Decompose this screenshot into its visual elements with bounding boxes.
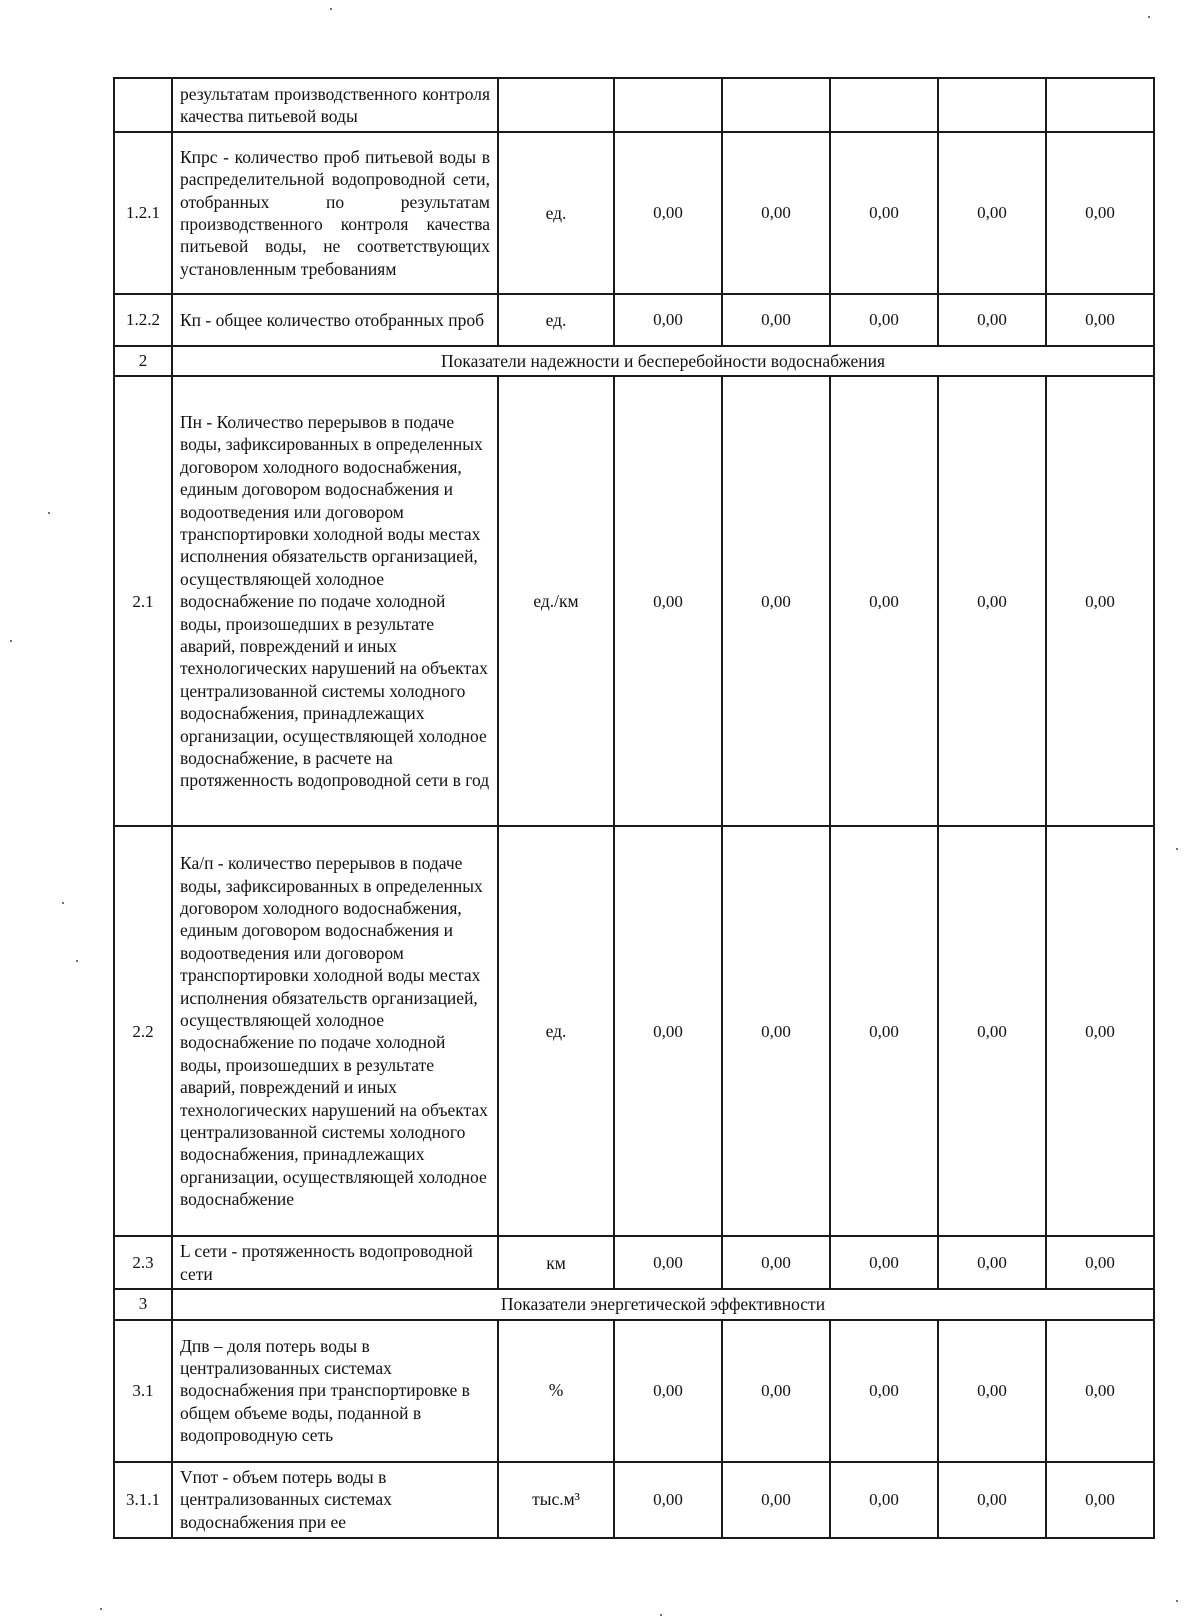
row-value: 0,00	[938, 132, 1046, 294]
table-row	[114, 294, 1154, 346]
scan-speck	[1176, 848, 1178, 850]
row-value: 0,00	[830, 376, 938, 826]
row-value: 0,00	[722, 826, 830, 1236]
scan-speck	[76, 960, 78, 962]
scan-speck	[330, 8, 332, 10]
row-number: 2.1	[114, 376, 172, 826]
row-description: Ка/п - количество перерывов в подаче воды, зафиксированных в определенных договором холодного водоснабжения, единым договором водоснабжения и водоотведения или договором транспортировки холодной воды местах исполнения обязательств организацией, осуществляющей холодное водоснабжение по подаче холодной воды, произошедших в результате аварий, повреждений и иных технологических нарушений на объектах централизованной системы холодного водоснабжения, принадлежащих организации, осуществляющей холодное водоснабжение	[172, 826, 498, 1236]
row-description: Пн - Количество перерывов в подаче воды, зафиксированных в определенных договором холодного водоснабжения, единым договором водоснабжения и водоотведения или договором транспортировки холодной воды местах исполнения обязательств организацией, осуществляющей холодное водоснабжение по подаче холодной воды, произошедших в результате аварий, повреждений и иных технологических нарушений на объектах централизованной системы холодного водоснабжения, принадлежащих организации, осуществляющей холодное водоснабжение, в расчете на протяженность водопроводной сети в год	[172, 376, 498, 826]
row-number: 3.1.1	[114, 1462, 172, 1538]
row-value: 0,00	[830, 1462, 938, 1538]
indicators-table	[113, 77, 1155, 1539]
section-number: 3	[114, 1289, 172, 1319]
row-value: 0,00	[614, 1320, 722, 1462]
row-description: Дпв – доля потерь воды в централизованных системах водоснабжения при транспортировке в общем объеме воды, поданной в водопроводную сеть	[172, 1320, 498, 1462]
table-row	[114, 1462, 1154, 1538]
row-value: 0,00	[722, 376, 830, 826]
row-value: 0,00	[830, 132, 938, 294]
scan-speck	[1176, 1600, 1178, 1602]
section-title: Показатели энергетической эффективности	[172, 1289, 1154, 1319]
row-value: 0,00	[1046, 132, 1154, 294]
row-value: 0,00	[830, 1320, 938, 1462]
row-value: 0,00	[614, 1462, 722, 1538]
row-value: 0,00	[938, 826, 1046, 1236]
scan-speck	[48, 512, 50, 514]
row-value	[1046, 78, 1154, 132]
row-value: 0,00	[938, 1462, 1046, 1538]
row-unit: ед.	[498, 826, 614, 1236]
section-row	[114, 1289, 1154, 1319]
table-row	[114, 826, 1154, 1236]
row-unit: %	[498, 1320, 614, 1462]
row-description: результатам производственного контроля качества питьевой воды	[172, 78, 498, 132]
row-unit: ед.	[498, 132, 614, 294]
scan-speck	[100, 1608, 102, 1610]
row-value: 0,00	[938, 294, 1046, 346]
row-value: 0,00	[722, 1462, 830, 1538]
row-description: Кп - общее количество отобранных проб	[172, 294, 498, 346]
row-value: 0,00	[614, 376, 722, 826]
row-number: 3.1	[114, 1320, 172, 1462]
row-number: 2.3	[114, 1236, 172, 1289]
scan-speck	[660, 1614, 662, 1616]
row-unit: км	[498, 1236, 614, 1289]
table-row	[114, 1320, 1154, 1462]
row-value: 0,00	[1046, 1462, 1154, 1538]
row-value: 0,00	[1046, 1236, 1154, 1289]
row-value: 0,00	[1046, 294, 1154, 346]
row-value: 0,00	[830, 826, 938, 1236]
row-value: 0,00	[938, 376, 1046, 826]
section-number: 2	[114, 346, 172, 376]
row-value: 0,00	[1046, 1320, 1154, 1462]
row-number	[114, 78, 172, 132]
table-row	[114, 78, 1154, 132]
row-description: L сети - протяженность водопроводной сети	[172, 1236, 498, 1289]
row-value: 0,00	[830, 1236, 938, 1289]
scan-speck	[10, 640, 12, 642]
table-row	[114, 1236, 1154, 1289]
row-value: 0,00	[830, 294, 938, 346]
table-row	[114, 376, 1154, 826]
section-title: Показатели надежности и бесперебойности водоснабжения	[172, 346, 1154, 376]
row-value: 0,00	[1046, 376, 1154, 826]
row-value: 0,00	[722, 132, 830, 294]
row-value	[938, 78, 1046, 132]
section-row	[114, 346, 1154, 376]
row-value: 0,00	[614, 294, 722, 346]
row-value: 0,00	[1046, 826, 1154, 1236]
row-value	[830, 78, 938, 132]
scan-speck	[62, 902, 64, 904]
row-value: 0,00	[614, 1236, 722, 1289]
row-number: 1.2.1	[114, 132, 172, 294]
row-value: 0,00	[614, 132, 722, 294]
row-value: 0,00	[938, 1236, 1046, 1289]
row-unit	[498, 78, 614, 132]
row-unit: ед./км	[498, 376, 614, 826]
table-row	[114, 132, 1154, 294]
row-value	[614, 78, 722, 132]
row-number: 1.2.2	[114, 294, 172, 346]
row-description: Vпот - объем потерь воды в централизованных системах водоснабжения при ее	[172, 1462, 498, 1538]
row-value: 0,00	[614, 826, 722, 1236]
row-description: Кпрс - количество проб питьевой воды в распределительной водопроводной сети, отобранных по результатам производственного контроля качества питьевой воды, не соответствующих установленным требованиям	[172, 132, 498, 294]
row-unit: тыс.м³	[498, 1462, 614, 1538]
row-value: 0,00	[938, 1320, 1046, 1462]
row-value: 0,00	[722, 1320, 830, 1462]
row-number: 2.2	[114, 826, 172, 1236]
scan-speck	[1148, 16, 1150, 18]
row-unit: ед.	[498, 294, 614, 346]
row-value: 0,00	[722, 1236, 830, 1289]
row-value	[722, 78, 830, 132]
row-value: 0,00	[722, 294, 830, 346]
